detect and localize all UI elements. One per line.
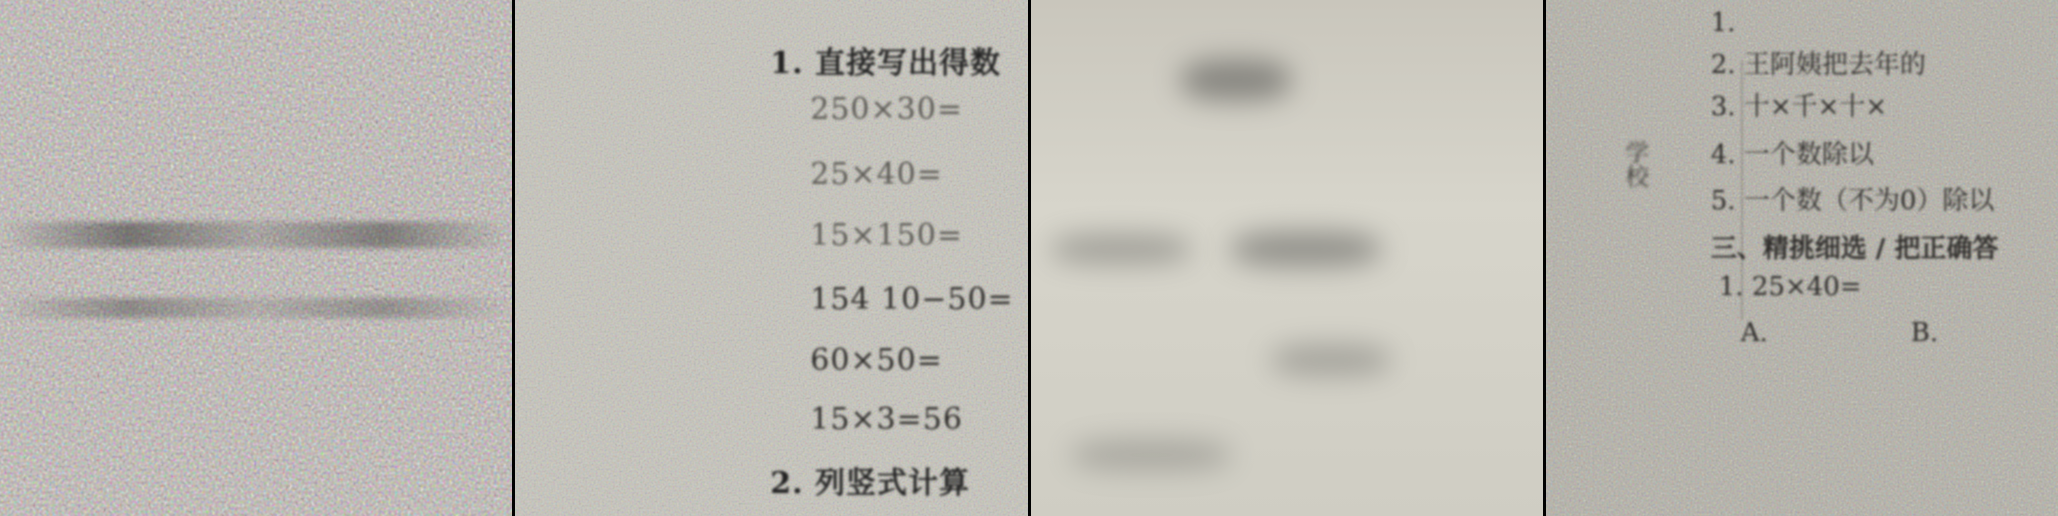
text-line: 1. 直接写出得数 [770,46,1002,81]
noisy-document-panel-2 [515,0,1027,516]
text-line: 3. 十×千×十× [1710,92,1888,122]
noisy-document-panel-4 [1546,0,2058,516]
text-line: 1. [1710,8,1736,38]
text-line: 4. 一个数除以 [1710,140,1874,170]
blurred-text-blob [1181,60,1291,100]
text-line: 15×150= [810,218,963,253]
blurred-text-blob [1071,440,1231,470]
dark-text-band [0,222,512,248]
blurred-text-blob [1271,345,1391,375]
text-line: 250×30= [810,92,963,127]
vertical-label: 学校 [1620,140,1649,188]
dark-text-band [0,298,512,318]
color-noise-texture [0,0,512,516]
text-line: 15×3=56 [810,402,963,437]
text-line: B. [1910,318,1939,348]
text-line: 2. 列竖式计算 [770,466,971,501]
text-line: 5. 一个数（不为0）除以 [1710,186,1995,216]
text-line: 154 10−50= [810,282,1014,317]
text-line: 2. 王阿姨把去年的 [1710,50,1926,80]
text-line: 三、精挑细选 / 把正确答 [1710,234,1999,264]
text-line: 1. 25×40= [1718,272,1862,302]
blurred-document-panel-3 [1031,0,1543,516]
blurred-text-blob [1051,235,1191,263]
text-line: 25×40= [810,157,943,192]
blurred-text-blob [1231,232,1381,266]
text-line: A. [1740,318,1768,348]
noisy-document-panel-1 [0,0,512,516]
text-line: 60×50= [810,343,943,378]
